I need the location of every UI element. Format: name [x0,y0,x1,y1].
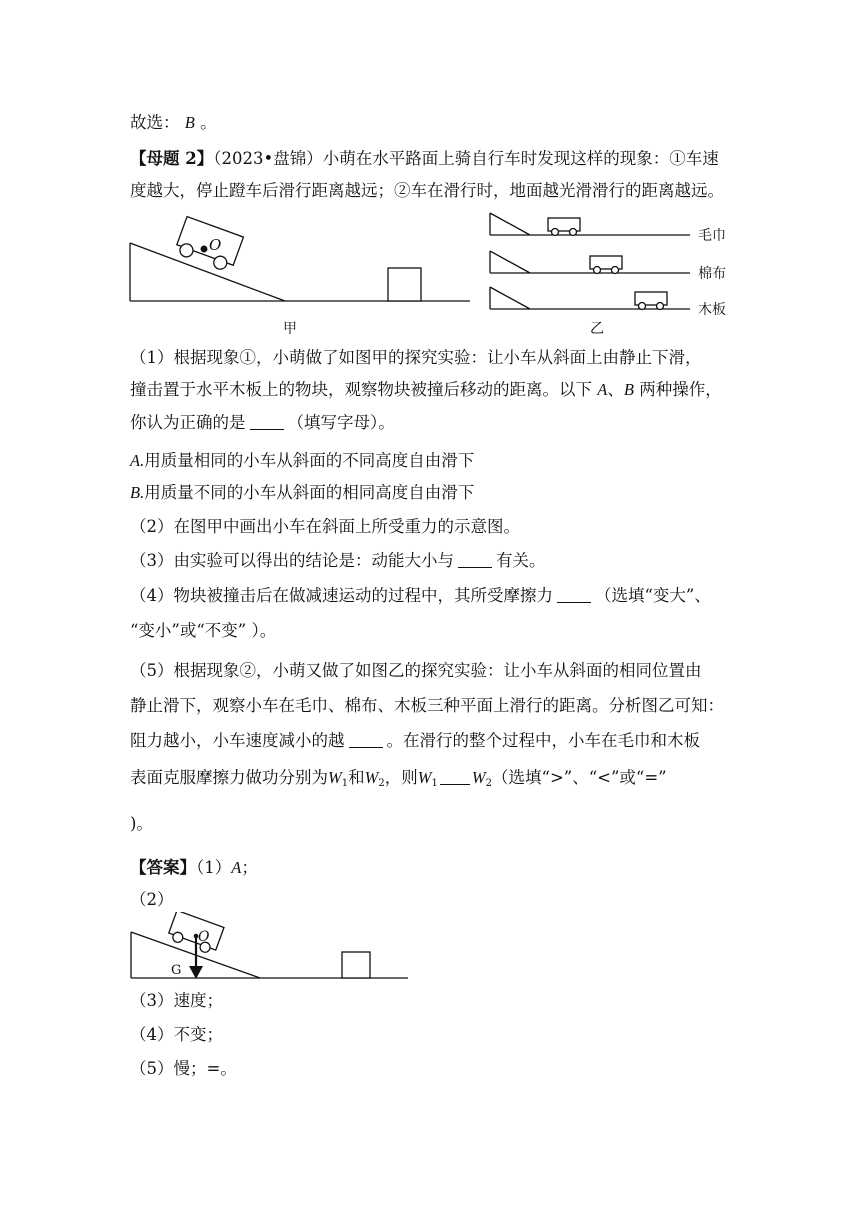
answer-line-5 [130,1058,237,1080]
answer-o-label: O [198,929,210,945]
ramp-slope-3 [490,287,530,309]
answer-blank-1[interactable] [250,413,284,430]
option-b-letter: B. [130,483,145,502]
answer-blank-4[interactable] [557,586,591,603]
symbol-eq: = [644,768,659,787]
symbol-lt: < [597,768,611,787]
w1-subscript-b: 1 [431,778,438,789]
q5-text-2: 静止滑下，观察小车在毛巾、棉布、木板三种平面上滑行的距离。分析图乙可知： [130,696,724,715]
q5-close: ” [658,768,667,787]
answer-blank-5b[interactable] [440,768,470,785]
q5-and: 和 [348,768,365,787]
w2-subscript-b: 2 [485,778,492,789]
wheel [594,267,601,274]
problem-source: （2023•盘锦） [213,149,323,168]
option-a-ref: A [597,380,608,399]
intro-text: 故选： [130,113,180,132]
w1-subscript: 1 [341,778,349,789]
q5-line-2 [130,695,724,717]
answer-4: （4）不变； [130,1025,223,1044]
answer-1-num: （1） [196,858,232,877]
option-a-letter: A. [130,451,145,470]
center-dot [201,246,207,252]
problem-text-1: 小萌在水平路面上骑自行车时发现这样的现象：①车速 [322,149,719,168]
figure-jia [130,217,470,301]
q3-text-b: 有关。 [496,551,546,570]
answer-3: （3）速度； [130,991,223,1010]
option-b-text: 用质量不同的小车从斜面的相同高度自由滑下 [144,483,475,502]
answer-line-3 [130,990,223,1012]
problem-line-2 [130,180,724,202]
q4-line-2 [130,620,276,642]
answer-1-value: A [231,858,242,877]
answer-line-1 [130,857,258,879]
q2-line [130,516,520,538]
q1-sep: 、 [607,380,624,399]
q5-text-4b: （选填“ [492,768,550,787]
w2-subscript: 2 [378,778,385,789]
label-jia: 甲 [283,321,297,337]
q5-text-3b: 。在滑行的整个过程中，小车在毛巾和木板 [386,731,700,750]
figure-yi [490,213,690,310]
q3-line [130,550,546,572]
option-a [130,450,474,472]
intro-line [130,112,217,134]
answer-block [342,952,370,978]
q3-text-a: （3）由实验可以得出的结论是：动能大小与 [130,551,454,570]
surface-label-towel: 毛巾 [698,228,726,244]
answer-line-4 [130,1024,223,1046]
intro-end: 。 [200,113,217,132]
q5-line-3 [130,730,700,752]
answer-tag: 【答案】 [130,858,196,877]
q2-text: （2）在图甲中画出小车在斜面上所受重力的示意图。 [130,517,520,536]
q1-line-2 [130,379,722,401]
q5-text-1: （5）根据现象②，小萌又做了如图乙的探究实验：让小车从斜面的相同位置由 [130,661,702,680]
option-b-ref: B [623,380,634,399]
wheel [570,229,577,236]
problem-text-2: 度越大，停止蹬车后滑行距离越远；②车在滑行时，地面越光滑滑行的距离越远。 [130,181,724,200]
q5-then: ，则 [384,768,418,787]
ramp-slope-1 [490,213,530,235]
q5-text-4a: 表面克服摩擦力做功分别为 [130,768,328,787]
q1-text-2a: 撞击置于水平木板上的物块，观察物块被撞后移动的距离。以下 [130,380,592,399]
q5-mid-2: ”或“ [610,768,645,787]
block [388,268,421,301]
q4-text-a: （4）物块被撞击后在做减速运动的过程中，其所受摩擦力 [130,586,553,605]
answer-blank-3[interactable] [458,551,492,568]
q4-text-c: “变小”或“不变” ）。 [130,621,277,640]
option-a-text: 用质量相同的小车从斜面的不同高度自由滑下 [144,451,475,470]
wheel [639,303,646,310]
option-b [130,482,474,504]
q5-line-5 [130,813,153,835]
surface-label-board: 木板 [698,302,726,318]
q1-text-2b: 两种操作， [639,380,722,399]
intro-answer: B [184,113,195,132]
q4-line-1 [130,585,711,607]
ramp-slope-2 [490,251,530,273]
problem-line-1 [130,148,719,170]
symbol-gt: > [549,768,564,787]
w2-symbol: W [364,768,379,787]
point-o-label: O [209,236,222,254]
q1-line-3 [130,412,395,434]
q1-text-1: （1）根据现象①，小萌做了如图甲的探究实验：让小车从斜面上由静止下滑， [130,348,702,367]
w2-symbol-b: W [471,768,486,787]
q5-text-3a: 阻力越小，小车速度减小的越 [130,731,345,750]
q5-line-1 [130,660,702,682]
gravity-arrow-head [189,966,203,979]
answer-5: （5）慢；=。 [130,1059,237,1078]
answer-1-end: ； [241,858,258,877]
surface-label-cotton: 棉布 [698,266,726,282]
q1-text-3a: 你认为正确的是 [130,413,246,432]
label-yi: 乙 [590,321,604,337]
q1-line-1 [130,347,702,369]
q5-text-5: )。 [130,814,153,833]
answer-blank-5a[interactable] [349,731,383,748]
q1-text-3b: （填写字母）。 [287,413,395,432]
problem-tag: 【母题 2】 [130,149,214,168]
wheel [552,229,559,236]
w1-symbol: W [328,768,342,787]
gravity-g-label: G [171,963,182,978]
q5-line-4 [130,767,667,795]
q5-mid-1: ”、“ [563,768,598,787]
wheel [657,303,664,310]
w1-symbol-b: W [417,768,432,787]
figure-jia-yi [120,205,740,340]
wheel [612,267,619,274]
q4-text-b: （选填“变大”、 [595,586,711,605]
answer-figure [125,912,415,984]
answer-line-2 [130,889,174,911]
answer-2-num: （2） [130,890,174,909]
